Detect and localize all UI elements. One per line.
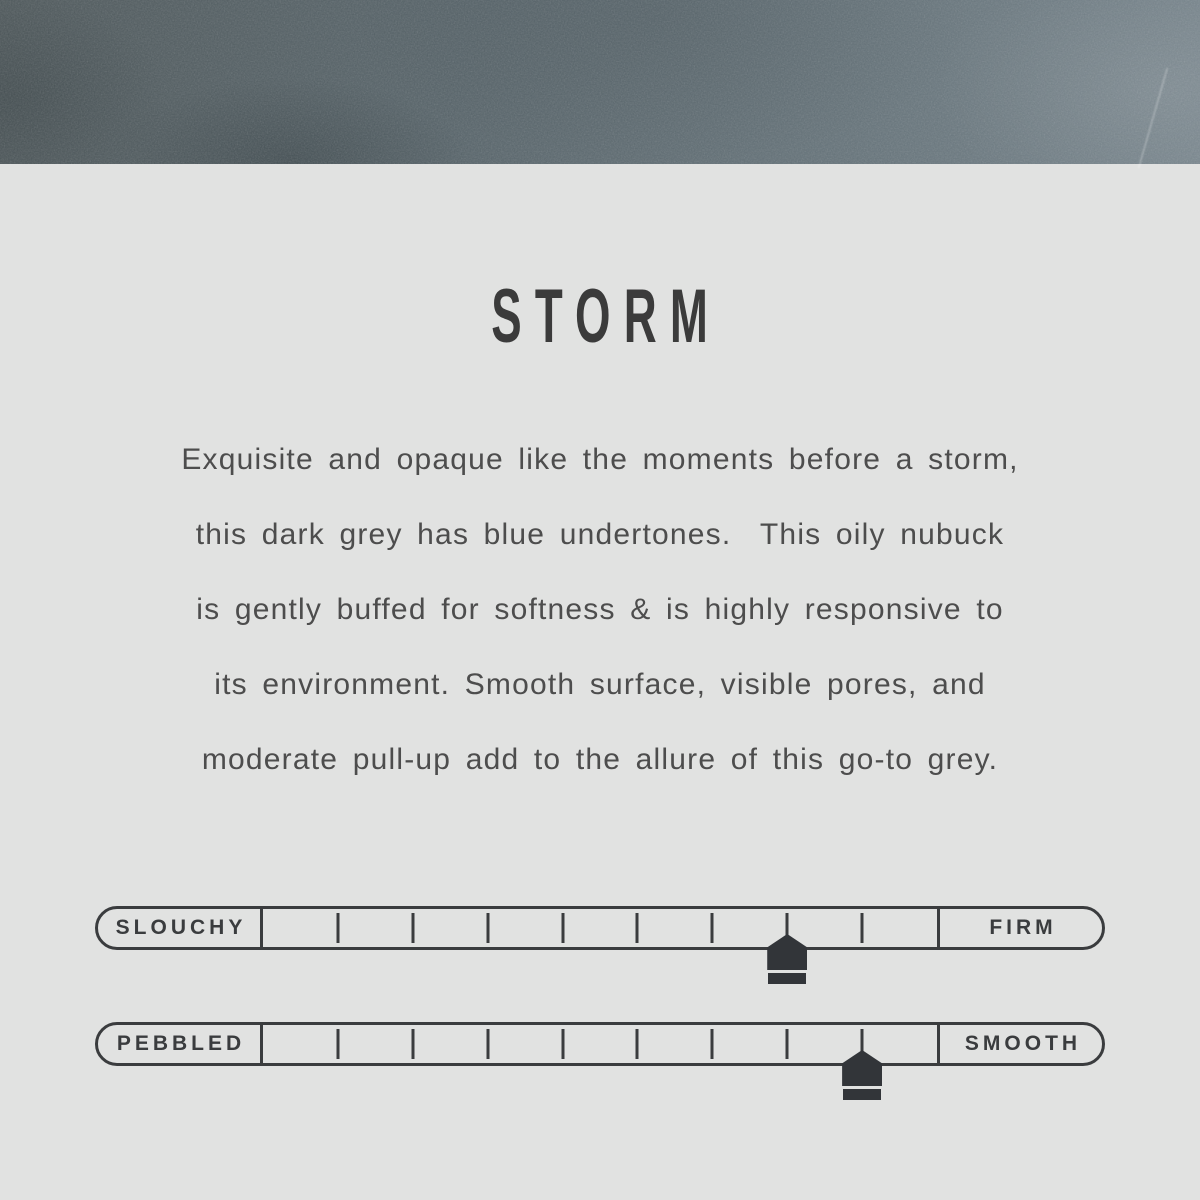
marker-pointer-icon xyxy=(842,1050,882,1086)
page-title xyxy=(0,274,1200,359)
description xyxy=(0,422,1200,797)
marker-pointer-icon xyxy=(767,934,807,970)
scale-tick xyxy=(336,913,339,943)
leather-texture-image xyxy=(0,0,1200,164)
scale-tick xyxy=(711,1029,714,1059)
scale-tick xyxy=(561,1029,564,1059)
slider-right-label: FIRM xyxy=(937,909,1102,947)
slider-track xyxy=(263,1025,937,1063)
scale-tick xyxy=(486,913,489,943)
scale-tick xyxy=(561,913,564,943)
scale-tick xyxy=(861,913,864,943)
page-title-text: STORM xyxy=(491,274,722,359)
scale-tick xyxy=(786,1029,789,1059)
slider-right-label: SMOOTH xyxy=(937,1025,1102,1063)
firmness-marker xyxy=(767,934,807,984)
description-line: is gently buffed for softness & is highly responsive to xyxy=(196,593,1004,626)
slider-pebbled-smooth xyxy=(95,1022,1105,1066)
description-line: moderate pull-up add to the allure of this go-to grey. xyxy=(201,743,999,776)
slider-left-label: SLOUCHY xyxy=(98,909,263,947)
marker-base xyxy=(843,1089,881,1100)
slider-track xyxy=(263,909,937,947)
scale-tick xyxy=(636,913,639,943)
scale-tick xyxy=(336,1029,339,1059)
description-line: its environment. Smooth surface, visible pores, and xyxy=(214,668,986,701)
marker-base xyxy=(768,973,806,984)
slider-slouchy-firm xyxy=(95,906,1105,950)
scale-tick xyxy=(486,1029,489,1059)
description-line: this dark grey has blue undertones. This oily nubuck xyxy=(195,518,1005,551)
scale-tick xyxy=(411,913,414,943)
texture-marker xyxy=(842,1050,882,1100)
description-line: Exquisite and opaque like the moments before a storm, xyxy=(181,443,1019,476)
slider-left-label: PEBBLED xyxy=(98,1025,263,1063)
scale-tick xyxy=(636,1029,639,1059)
scale-tick xyxy=(411,1029,414,1059)
scale-tick xyxy=(711,913,714,943)
leather-grain-texture xyxy=(0,0,1200,164)
